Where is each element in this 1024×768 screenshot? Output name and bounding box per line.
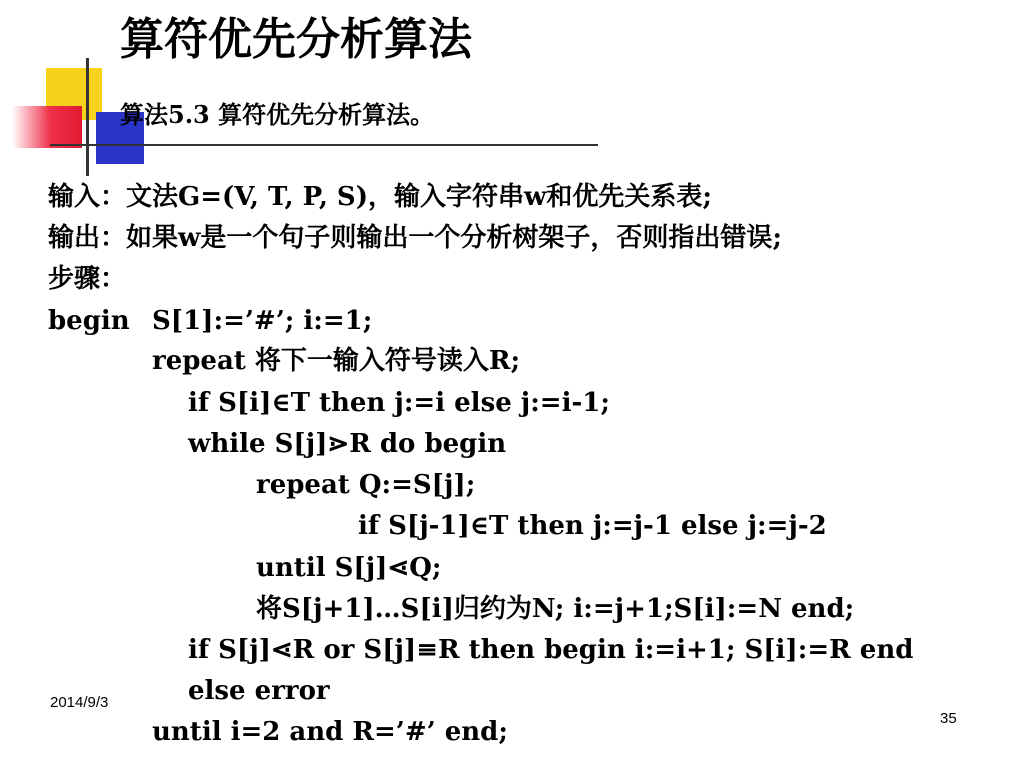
code-if-shift-line: if S[j]⋖R or S[j]≡R then begin i:=i+1; S[i]:=R end <box>188 635 914 665</box>
algorithm-input-line: 输入：文法G=(V, T, P, S)，输入字符串w和优先关系表; <box>48 182 712 212</box>
code-outer-until-line: until i=2 and R=’#’ end; <box>152 717 508 747</box>
begin-keyword: begin <box>48 306 130 336</box>
algorithm-begin-line <box>48 304 373 338</box>
code-if-terminal-line: if S[i]∈T then j:=i else j:=i-1; <box>188 388 610 418</box>
footer-date: 2014/9/3 <box>50 694 109 711</box>
page-number: 35 <box>940 710 957 727</box>
slide-subtitle: 算法5.3 算符优先分析算法。 <box>120 100 435 129</box>
decor-vertical-line <box>86 58 89 176</box>
code-else-error-line: else error <box>188 676 330 706</box>
code-inner-until-line: until S[j]⋖Q; <box>256 553 442 583</box>
algorithm-output-line: 输出：如果w是一个句子则输出一个分析树架子，否则指出错误; <box>48 223 782 253</box>
decor-red-block <box>12 106 82 148</box>
code-repeat-line: repeat 将下一输入符号读入R; <box>152 346 521 376</box>
slide-title: 算符优先分析算法 <box>120 14 472 65</box>
algorithm-steps-label: 步骤： <box>48 264 127 294</box>
title-underline <box>50 144 598 146</box>
code-inner-if-line: if S[j-1]∈T then j:=j-1 else j:=j-2 <box>358 511 827 541</box>
code-inner-repeat-line: repeat Q:=S[j]; <box>256 470 476 500</box>
code-reduce-line: 将S[j+1]…S[i]归约为N; i:=j+1;S[i]:=N end; <box>256 594 855 624</box>
code-while-line: while S[j]⋗R do begin <box>188 429 507 459</box>
begin-code: S[1]:=’#’; i:=1; <box>152 306 373 336</box>
